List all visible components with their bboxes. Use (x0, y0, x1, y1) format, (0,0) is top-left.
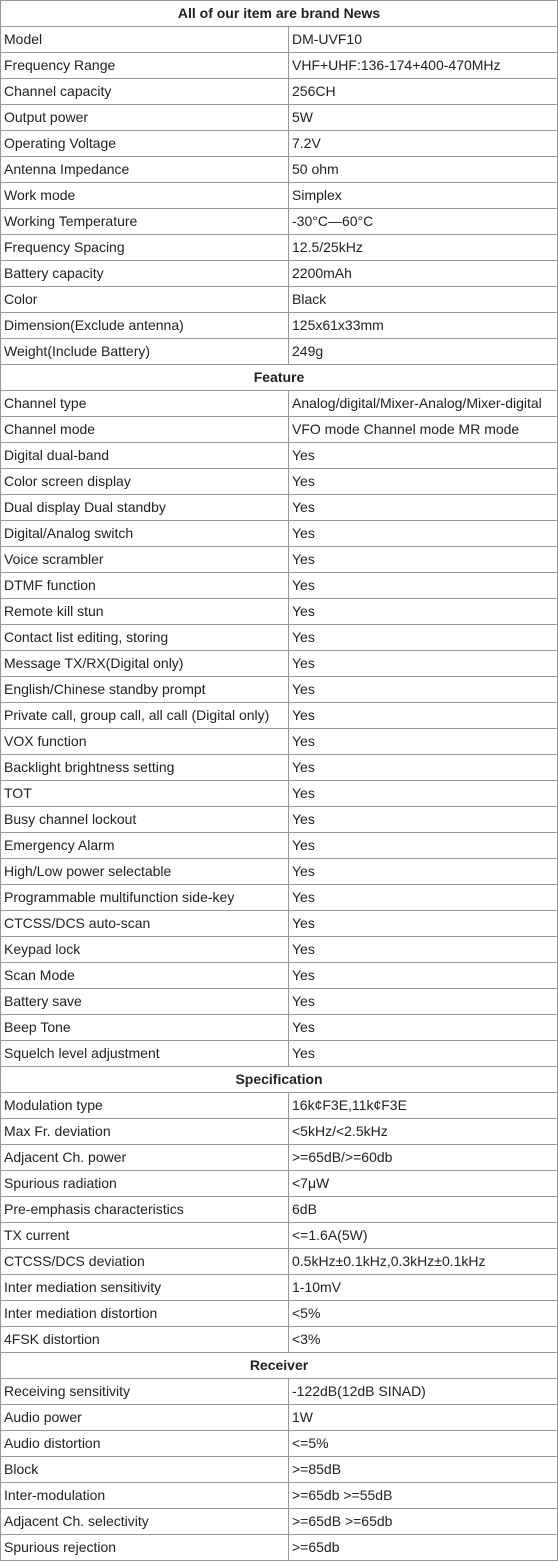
table-row (1, 443, 558, 469)
spec-value: 1W (289, 1405, 558, 1431)
spec-value: 125x61x33mm (289, 313, 558, 339)
section-header-row (1, 1, 558, 27)
section-title: Receiver (1, 1353, 558, 1379)
table-row (1, 1145, 558, 1171)
spec-value: >=65dB >=65db (289, 1509, 558, 1535)
table-row (1, 547, 558, 573)
spec-label: Frequency Spacing (1, 235, 289, 261)
spec-value: Yes (289, 1015, 558, 1041)
spec-label: CTCSS/DCS deviation (1, 1249, 289, 1275)
table-row (1, 1197, 558, 1223)
section-title: Feature (1, 365, 558, 391)
table-row (1, 261, 558, 287)
table-row (1, 625, 558, 651)
spec-label: Output power (1, 105, 289, 131)
table-row (1, 1275, 558, 1301)
spec-label: Squelch level adjustment (1, 1041, 289, 1067)
table-row (1, 79, 558, 105)
spec-label: Model (1, 27, 289, 53)
spec-value: <5kHz/<2.5kHz (289, 1119, 558, 1145)
table-row (1, 573, 558, 599)
spec-label: High/Low power selectable (1, 859, 289, 885)
table-row (1, 599, 558, 625)
spec-label: Digital/Analog switch (1, 521, 289, 547)
spec-label: Adjacent Ch. selectivity (1, 1509, 289, 1535)
spec-value: Yes (289, 963, 558, 989)
spec-table-body (1, 1, 558, 1561)
table-row (1, 1379, 558, 1405)
table-row (1, 651, 558, 677)
spec-label: Spurious rejection (1, 1535, 289, 1561)
spec-label: Keypad lock (1, 937, 289, 963)
table-row (1, 755, 558, 781)
table-row (1, 885, 558, 911)
spec-label: Message TX/RX(Digital only) (1, 651, 289, 677)
spec-label: Scan Mode (1, 963, 289, 989)
spec-value: 2200mAh (289, 261, 558, 287)
spec-value: <=5% (289, 1431, 558, 1457)
spec-value: Yes (289, 495, 558, 521)
table-row (1, 963, 558, 989)
spec-value: Yes (289, 1041, 558, 1067)
spec-value: -122dB(12dB SINAD) (289, 1379, 558, 1405)
spec-value: Yes (289, 443, 558, 469)
table-row (1, 1015, 558, 1041)
table-row (1, 807, 558, 833)
spec-label: Battery capacity (1, 261, 289, 287)
table-row (1, 209, 558, 235)
table-row (1, 521, 558, 547)
spec-value: Yes (289, 755, 558, 781)
spec-label: Emergency Alarm (1, 833, 289, 859)
spec-label: Private call, group call, all call (Digital only) (1, 703, 289, 729)
table-row (1, 859, 558, 885)
spec-label: CTCSS/DCS auto-scan (1, 911, 289, 937)
spec-label: VOX function (1, 729, 289, 755)
spec-value: <5% (289, 1301, 558, 1327)
spec-value: Yes (289, 807, 558, 833)
table-row (1, 391, 558, 417)
table-row (1, 1431, 558, 1457)
table-row (1, 1093, 558, 1119)
table-row (1, 1327, 558, 1353)
spec-label: 4FSK distortion (1, 1327, 289, 1353)
spec-label: Modulation type (1, 1093, 289, 1119)
spec-label: Inter mediation sensitivity (1, 1275, 289, 1301)
spec-value: Yes (289, 989, 558, 1015)
spec-value: 5W (289, 105, 558, 131)
spec-value: <7μW (289, 1171, 558, 1197)
spec-label: Pre-emphasis characteristics (1, 1197, 289, 1223)
spec-value: Yes (289, 547, 558, 573)
table-row (1, 287, 558, 313)
table-row (1, 235, 558, 261)
spec-label: Max Fr. deviation (1, 1119, 289, 1145)
spec-label: Antenna Impedance (1, 157, 289, 183)
spec-label: Channel capacity (1, 79, 289, 105)
section-header-row (1, 1067, 558, 1093)
spec-value: Yes (289, 625, 558, 651)
spec-label: Dual display Dual standby (1, 495, 289, 521)
table-row (1, 1509, 558, 1535)
spec-value: >=65db (289, 1535, 558, 1561)
spec-value: Analog/digital/Mixer-Analog/Mixer-digital (289, 391, 558, 417)
spec-label: Operating Voltage (1, 131, 289, 157)
table-row (1, 183, 558, 209)
spec-label: Color screen display (1, 469, 289, 495)
spec-label: Busy channel lockout (1, 807, 289, 833)
table-row (1, 339, 558, 365)
spec-label: Adjacent Ch. power (1, 1145, 289, 1171)
spec-value: Black (289, 287, 558, 313)
spec-label: Frequency Range (1, 53, 289, 79)
table-row (1, 703, 558, 729)
spec-label: Block (1, 1457, 289, 1483)
table-row (1, 1223, 558, 1249)
spec-value: Yes (289, 833, 558, 859)
spec-value: 7.2V (289, 131, 558, 157)
spec-value: 0.5kHz±0.1kHz,0.3kHz±0.1kHz (289, 1249, 558, 1275)
spec-value: Yes (289, 469, 558, 495)
spec-value: Yes (289, 859, 558, 885)
table-row (1, 677, 558, 703)
spec-value: 6dB (289, 1197, 558, 1223)
table-row (1, 1535, 558, 1561)
spec-label: Battery save (1, 989, 289, 1015)
spec-label: Weight(Include Battery) (1, 339, 289, 365)
spec-value: Yes (289, 521, 558, 547)
section-header-row (1, 1353, 558, 1379)
table-row (1, 911, 558, 937)
table-row (1, 1405, 558, 1431)
spec-value: >=65db >=55dB (289, 1483, 558, 1509)
spec-value: 16k¢F3E,11k¢F3E (289, 1093, 558, 1119)
spec-value: VFO mode Channel mode MR mode (289, 417, 558, 443)
table-row (1, 1041, 558, 1067)
table-row (1, 1119, 558, 1145)
table-row (1, 1301, 558, 1327)
table-row (1, 989, 558, 1015)
spec-value: 12.5/25kHz (289, 235, 558, 261)
table-row (1, 833, 558, 859)
table-row (1, 1171, 558, 1197)
spec-value: <=1.6A(5W) (289, 1223, 558, 1249)
spec-label: DTMF function (1, 573, 289, 599)
spec-label: Remote kill stun (1, 599, 289, 625)
spec-label: Working Temperature (1, 209, 289, 235)
spec-label: Programmable multifunction side-key (1, 885, 289, 911)
table-row (1, 105, 558, 131)
spec-value: >=85dB (289, 1457, 558, 1483)
section-title: Specification (1, 1067, 558, 1093)
spec-label: Inter mediation distortion (1, 1301, 289, 1327)
spec-label: Backlight brightness setting (1, 755, 289, 781)
spec-label: Color (1, 287, 289, 313)
spec-label: Audio power (1, 1405, 289, 1431)
table-row (1, 469, 558, 495)
spec-value: 249g (289, 339, 558, 365)
spec-value: Yes (289, 651, 558, 677)
spec-value: -30°C—60°C (289, 209, 558, 235)
spec-value: Yes (289, 703, 558, 729)
spec-label: Channel type (1, 391, 289, 417)
spec-value: Yes (289, 911, 558, 937)
spec-label: Channel mode (1, 417, 289, 443)
table-row (1, 729, 558, 755)
section-title: All of our item are brand News (1, 1, 558, 27)
spec-value: <3% (289, 1327, 558, 1353)
spec-value: >=65dB/>=60db (289, 1145, 558, 1171)
table-row (1, 131, 558, 157)
spec-label: English/Chinese standby prompt (1, 677, 289, 703)
spec-value: 256CH (289, 79, 558, 105)
spec-value: DM-UVF10 (289, 27, 558, 53)
spec-value: 1-10mV (289, 1275, 558, 1301)
table-row (1, 495, 558, 521)
table-row (1, 1457, 558, 1483)
table-row (1, 417, 558, 443)
spec-label: Work mode (1, 183, 289, 209)
spec-label: TOT (1, 781, 289, 807)
spec-label: Spurious radiation (1, 1171, 289, 1197)
table-row (1, 27, 558, 53)
table-row (1, 1483, 558, 1509)
spec-value: Yes (289, 729, 558, 755)
spec-label: TX current (1, 1223, 289, 1249)
section-header-row (1, 365, 558, 391)
table-row (1, 313, 558, 339)
spec-label: Dimension(Exclude antenna) (1, 313, 289, 339)
spec-value: Yes (289, 885, 558, 911)
spec-value: 50 ohm (289, 157, 558, 183)
spec-value: Yes (289, 573, 558, 599)
spec-label: Receiving sensitivity (1, 1379, 289, 1405)
spec-value: Yes (289, 677, 558, 703)
spec-label: Audio distortion (1, 1431, 289, 1457)
spec-label: Contact list editing, storing (1, 625, 289, 651)
spec-value: Yes (289, 599, 558, 625)
spec-value: Yes (289, 937, 558, 963)
spec-label: Inter-modulation (1, 1483, 289, 1509)
spec-label: Beep Tone (1, 1015, 289, 1041)
spec-label: Voice scrambler (1, 547, 289, 573)
table-row (1, 53, 558, 79)
spec-value: VHF+UHF:136-174+400-470MHz (289, 53, 558, 79)
spec-label: Digital dual-band (1, 443, 289, 469)
table-row (1, 781, 558, 807)
table-row (1, 937, 558, 963)
table-row (1, 1249, 558, 1275)
spec-value: Yes (289, 781, 558, 807)
spec-value: Simplex (289, 183, 558, 209)
table-row (1, 157, 558, 183)
